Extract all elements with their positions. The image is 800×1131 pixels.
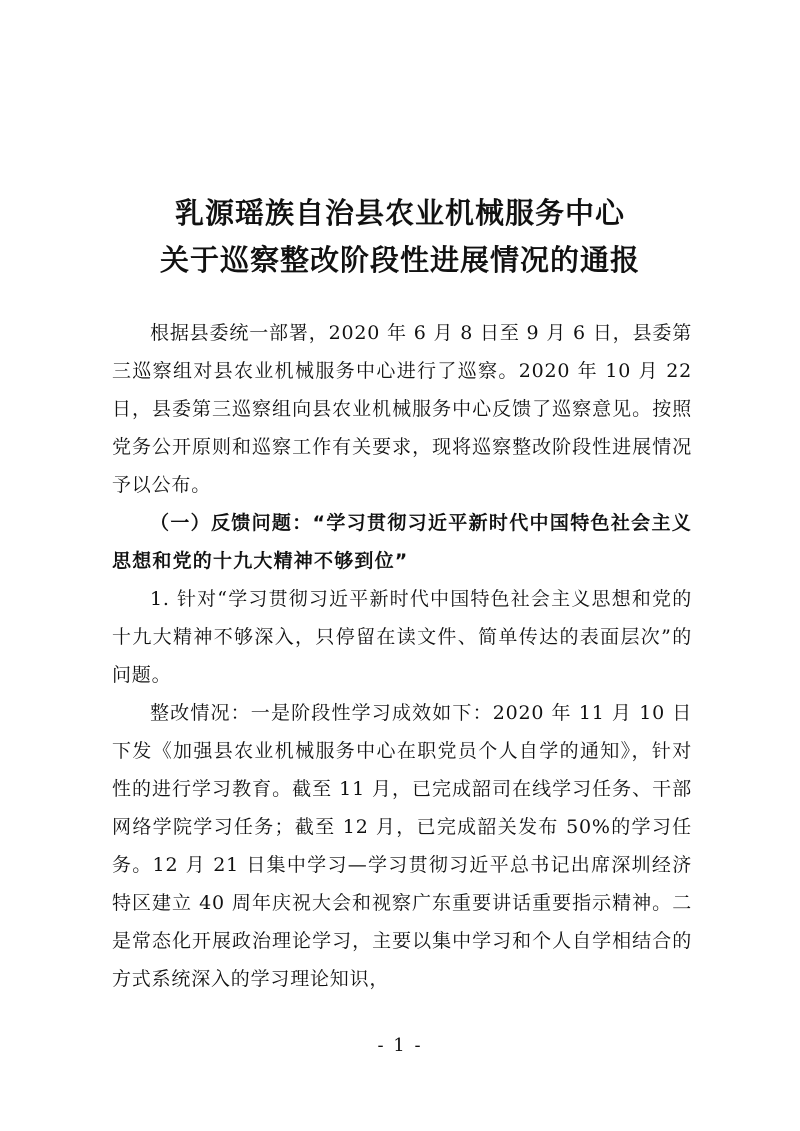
paragraph-rectification-status: 整改情况：一是阶段性学习成效如下：2020 年 11 月 10 日下发《加强县农业机械服务中心在职党员个人自学的通知》，针对性的进行学习教育。截至 11 月，已完成韶司在线学习任务、干部网络学院学习任务；截至 12 月，已完成韶关发布 50%的学习任务。12 月 21 日集中学习—学习贯彻习近平总书记出席深圳经济特区建立 40 周年庆祝大会和视察广东重要讲话重要指示精神。二是常态化开展政治理论学习，主要以集中学习和个人自学相结合的方式系统深入的学习理论知识， (112, 702, 692, 990)
document-title-line-1: 乳源瑶族自治县农业机械服务中心 (174, 196, 625, 230)
paragraph-item-1: 1. 针对“学习贯彻习近平新时代中国特色社会主义思想和党的十九大精神不够深入，只停留在读文件、简单传达的表面层次”的问题。 (112, 588, 692, 686)
paragraph-intro: 根据县委统一部署，2020 年 6 月 8 日至 9 月 6 日，县委第三巡察组对县农业机械服务中心进行了巡察。2020 年 10 月 22 日，县委第三巡察组向县农业机械服务中心反馈了巡察意见。按照党务公开原则和巡察工作有关要求，现将巡察整改阶段性进展情况予以公布。 (112, 322, 692, 496)
section-heading-feedback-issue: （一）反馈问题：“学习贯彻习近平新时代中国特色社会主义思想和党的十九大精神不够到位” (112, 512, 692, 572)
document-body (112, 314, 692, 998)
document-title-line-2: 关于巡察整改阶段性进展情况的通报 (159, 243, 640, 277)
page-number: - 1 - (377, 1035, 423, 1056)
